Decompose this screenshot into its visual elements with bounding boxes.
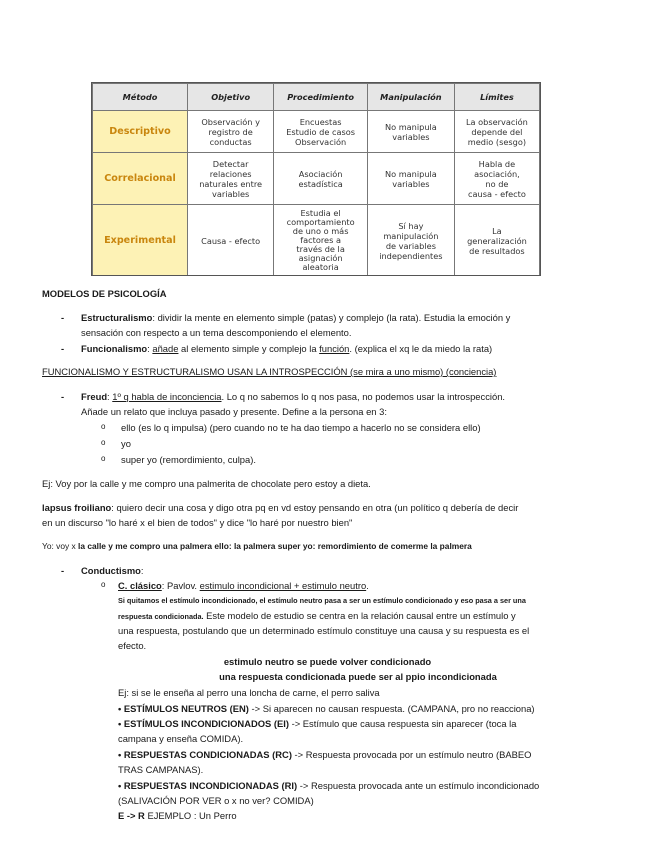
definition-ei-2: campana y enseña COMIDA). bbox=[118, 733, 244, 744]
definition-rc: • RESPUESTAS CONDICIONADAS (RC) -> Respuesta provocada por un estímulo neutro (BABEO bbox=[118, 749, 532, 760]
freud-sub-ello: ello (es lo q impulsa) (pero cuando no te ha dao tiempo a hacerlo no se considera ello) bbox=[121, 422, 481, 433]
lapsus-line: lapsus froiliano: quiero decir una cosa y digo otra pq en vd estoy pensando en otra (un político q debería de decir bbox=[42, 502, 519, 513]
structuralism-line: Estructuralismo: dividir la mente en elemento simple (patas) y complejo (la rata). Estudia la emoción y bbox=[81, 312, 511, 323]
table-row bbox=[93, 153, 540, 205]
row-method: Experimental bbox=[93, 205, 188, 277]
classic-para-2: una respuesta, postulando que un determinado estímulo constituye una causa y su respuesta es el bbox=[118, 625, 530, 636]
row-limits: La generalización de resultados bbox=[454, 205, 539, 277]
circle-bullet: o bbox=[101, 580, 106, 589]
circle-bullet: o bbox=[101, 422, 106, 431]
row-method: Descriptivo bbox=[93, 111, 188, 153]
dash-bullet: - bbox=[61, 343, 65, 354]
classic-note-small: Si quitamos el estímulo incondicionado, el estímulo neutro pasa a ser un estímulo condicionado y eso pasa a ser una bbox=[118, 596, 526, 605]
row-procedure: Estudia el comportamiento de uno o más factores a través de la asignación aleatoria bbox=[274, 205, 368, 277]
classic-para-3: efecto. bbox=[118, 640, 147, 651]
er-example: E -> R EJEMPLO : Un Perro bbox=[118, 810, 237, 821]
yo-example-line: Yo: voy x la calle y me compro una palmera ello: la palmera super yo: remordimiento de comerme la palmera bbox=[42, 541, 472, 551]
definition-ri-2: (SALIVACIÓN POR VER o x no ver? COMIDA) bbox=[118, 795, 314, 806]
row-objective: Causa - efecto bbox=[188, 205, 274, 277]
header-manipulation: Manipulación bbox=[367, 84, 454, 111]
header-limits: Límites bbox=[454, 84, 539, 111]
row-objective: Observación y registro de conductas bbox=[188, 111, 274, 153]
structuralism-line-2: sensación con respecto a un tema descomponiendo el elemento. bbox=[81, 327, 352, 338]
row-manipulation: No manipula variables bbox=[367, 111, 454, 153]
example-line: Ej: Voy por la calle y me compro una palmerita de chocolate pero estoy a dieta. bbox=[42, 478, 371, 489]
introspection-note: FUNCIONALISMO Y ESTRUCTURALISMO USAN LA INTROSPECCIÓN (se mira a uno mismo) (conciencia) bbox=[42, 366, 497, 377]
classic-conditioning-line: C. clásico: Pavlov. estimulo incondicional + estimulo neutro. bbox=[118, 580, 369, 591]
row-method: Correlacional bbox=[93, 153, 188, 205]
row-procedure: Encuestas Estudio de casos Observación bbox=[274, 111, 368, 153]
freud-line: Freud: 1º q habla de inconciencia. Lo q no sabemos lo q nos pasa, no podemos usar la introspección. bbox=[81, 391, 506, 402]
row-manipulation: Sí hay manipulación de variables independientes bbox=[367, 205, 454, 277]
centered-note-1: estimulo neutro se puede volver condicionado bbox=[223, 656, 432, 667]
freud-sub-superyo: super yo (remordimiento, culpa). bbox=[121, 454, 256, 465]
header-method: Método bbox=[93, 84, 188, 111]
table-row bbox=[93, 111, 540, 153]
row-limits: Habla de asociación, no de causa - efecto bbox=[454, 153, 539, 205]
circle-bullet: o bbox=[101, 454, 106, 463]
table-header-row bbox=[93, 84, 540, 111]
lapsus-line-2: en un discurso "lo haré x el bien de todos" y dice "lo haré por nuestro bien" bbox=[42, 517, 353, 528]
row-objective: Detectar relaciones naturales entre variables bbox=[188, 153, 274, 205]
dash-bullet: - bbox=[61, 391, 65, 402]
dash-bullet: - bbox=[61, 312, 65, 323]
header-procedure: Procedimiento bbox=[274, 84, 368, 111]
classic-para-1: respuesta condicionada. Este modelo de estudio se centra en la relación causal entre un estímulo y bbox=[118, 610, 516, 621]
definition-ri: • RESPUESTAS INCONDICIONADAS (RI) -> Respuesta provocada ante un estímulo incondicionado bbox=[118, 780, 540, 791]
dog-example: Ej: si se le enseña al perro una loncha de carne, el perro saliva bbox=[118, 687, 380, 698]
row-procedure: Asociación estadística bbox=[274, 153, 368, 205]
definition-en: • ESTÍMULOS NEUTROS (EN) -> Si aparecen no causan respuesta. (CAMPANA, pro no reacciona) bbox=[118, 703, 535, 714]
table-row bbox=[93, 205, 540, 277]
header-objective: Objetivo bbox=[188, 84, 274, 111]
row-limits: La observación depende del medio (sesgo) bbox=[454, 111, 539, 153]
row-manipulation: No manipula variables bbox=[367, 153, 454, 205]
conductism-line: Conductismo: bbox=[81, 565, 144, 576]
definition-ei: • ESTÍMULOS INCONDICIONADOS (EI) -> Estímulo que causa respuesta sin aparecer (toca la bbox=[118, 718, 517, 729]
methods-table bbox=[91, 82, 541, 276]
section-heading: MODELOS DE PSICOLOGÍA bbox=[42, 288, 167, 299]
dash-bullet: - bbox=[61, 565, 65, 576]
functionalism-line: Funcionalismo: añade al elemento simple y complejo la función. (explica el xq le da miedo la rata) bbox=[81, 343, 493, 354]
circle-bullet: o bbox=[101, 438, 106, 447]
freud-line-2: Añade un relato que incluya pasado y presente. Define a la persona en 3: bbox=[81, 406, 387, 417]
centered-note-2: una respuesta condicionada puede ser al ppio incondicionada bbox=[219, 671, 497, 682]
definition-rc-2: TRAS CAMPANAS). bbox=[118, 764, 204, 775]
freud-sub-yo: yo bbox=[121, 438, 131, 449]
